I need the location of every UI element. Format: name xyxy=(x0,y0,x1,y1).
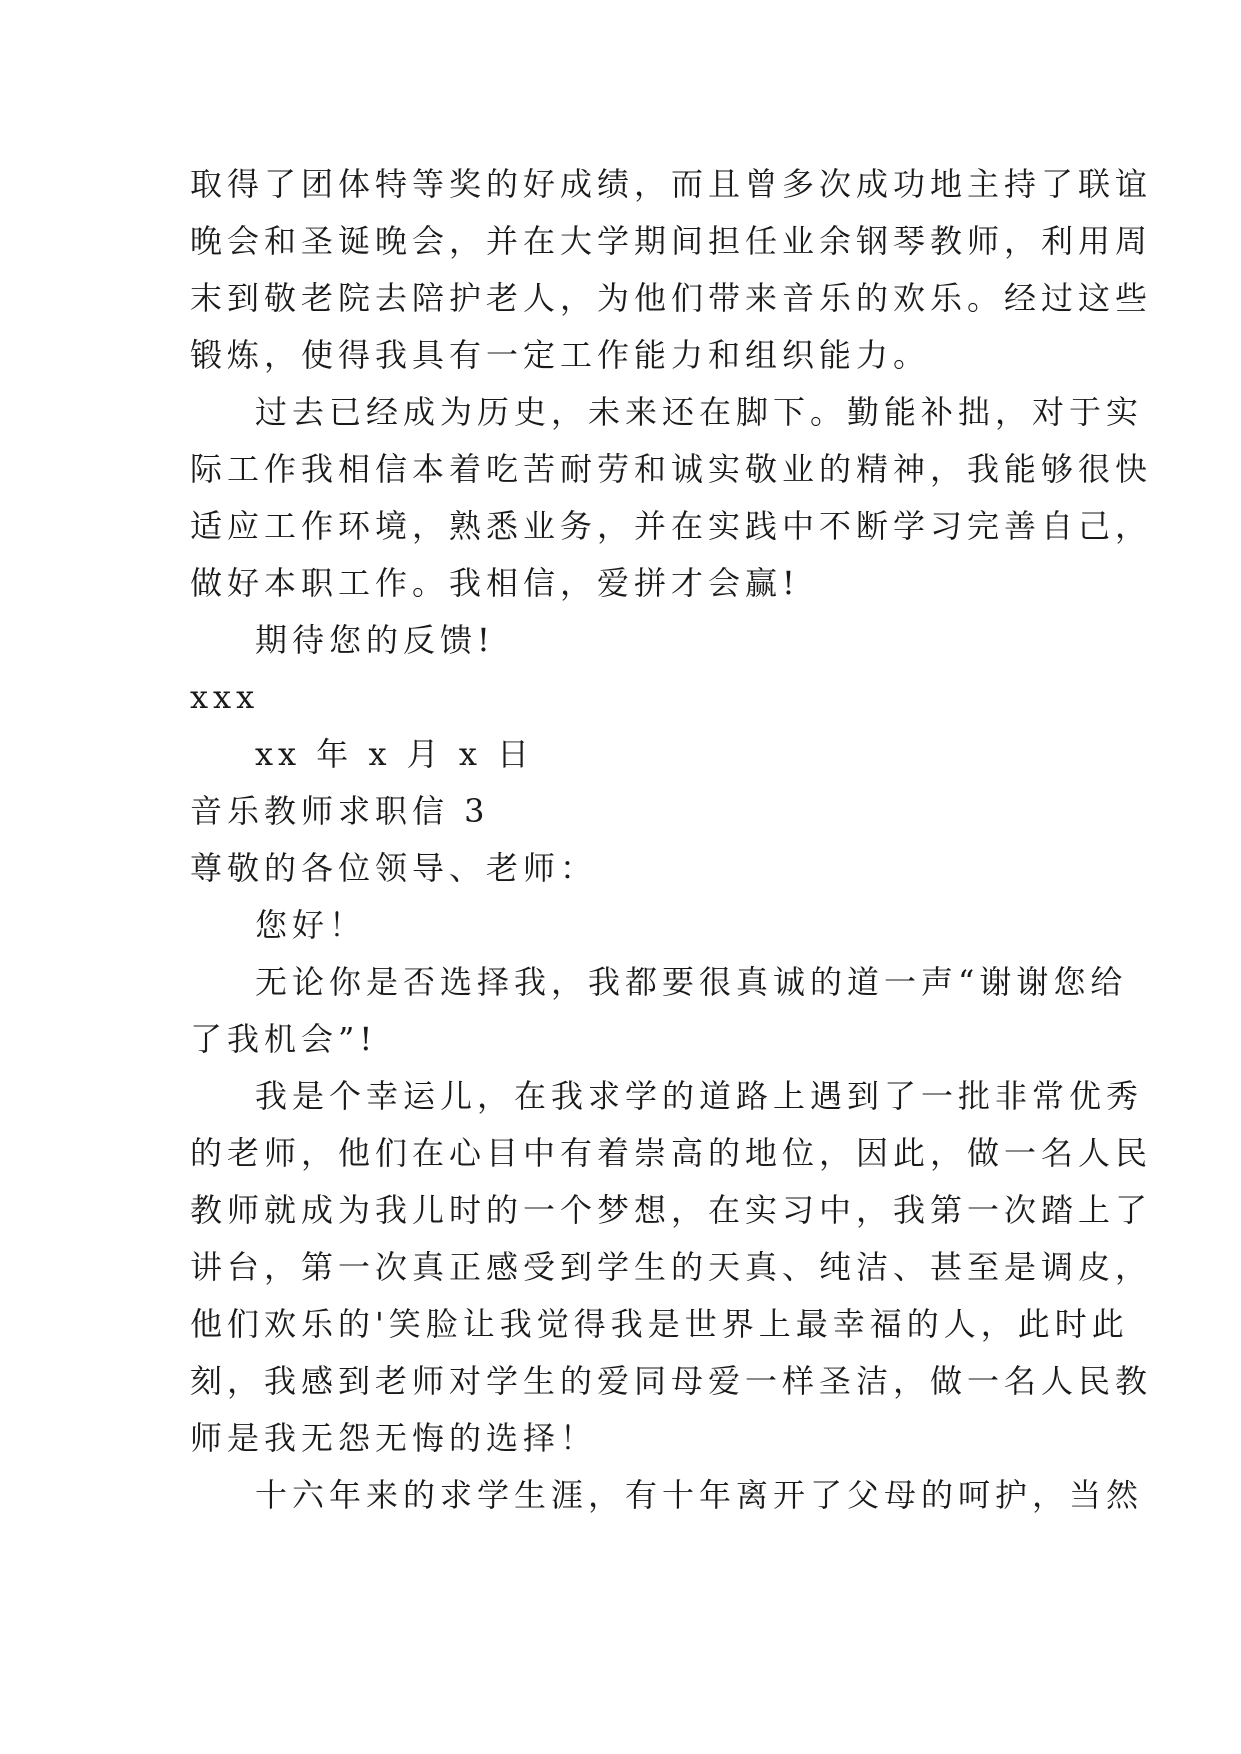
text-line: 教师就成为我儿时的一个梦想，在实习中，我第一次踏上了 xyxy=(190,1191,1153,1229)
text-line: 师是我无怨无悔的选择！ xyxy=(190,1419,598,1457)
text-line: 无论你是否选择我，我都要很真诚的道一声“谢谢您给 xyxy=(255,963,1128,1001)
text-line: 他们欢乐的'笑脸让我觉得我是世界上最幸福的人，此时此 xyxy=(190,1305,1129,1343)
salutation: 尊敬的各位领导、老师： xyxy=(190,849,598,887)
text-line: 讲台，第一次真正感受到学生的天真、纯洁、甚至是调皮， xyxy=(190,1248,1153,1286)
section-title: 音乐教师求职信 3 xyxy=(190,792,490,830)
text-line: 晚会和圣诞晚会，并在大学期间担任业余钢琴教师，利用周 xyxy=(190,222,1153,260)
text-line: 锻炼，使得我具有一定工作能力和组织能力。 xyxy=(190,336,931,374)
text-line: 了我机会”! xyxy=(190,1020,378,1058)
greeting: 您好！ xyxy=(255,906,367,944)
text-line: 期待您的反馈! xyxy=(255,621,495,659)
text-line: 的老师，他们在心目中有着崇高的地位，因此，做一名人民 xyxy=(190,1134,1153,1172)
text-line: 末到敬老院去陪护老人，为他们带来音乐的欢乐。经过这些 xyxy=(190,279,1153,317)
text-line: 十六年来的求学生涯，有十年离开了父母的呵护，当然 xyxy=(255,1476,1144,1514)
text-line: 取得了团体特等奖的好成绩，而且曾多次成功地主持了联谊 xyxy=(190,165,1153,203)
signature-name: xxx xyxy=(190,678,260,716)
date-line: xx 年 x 月 x 日 xyxy=(255,735,535,773)
text-line: 际工作我相信本着吃苦耐劳和诚实敬业的精神，我能够很快 xyxy=(190,450,1153,488)
text-line: 过去已经成为历史，未来还在脚下。勤能补拙，对于实 xyxy=(255,393,1144,431)
text-line: 我是个幸运儿，在我求学的道路上遇到了一批非常优秀 xyxy=(255,1077,1144,1115)
text-line: 适应工作环境，熟悉业务，并在实践中不断学习完善自己， xyxy=(190,507,1153,545)
text-line: 刻，我感到老师对学生的爱同母爱一样圣洁，做一名人民教 xyxy=(190,1362,1153,1400)
text-line: 做好本职工作。我相信，爱拼才会赢! xyxy=(190,564,800,602)
